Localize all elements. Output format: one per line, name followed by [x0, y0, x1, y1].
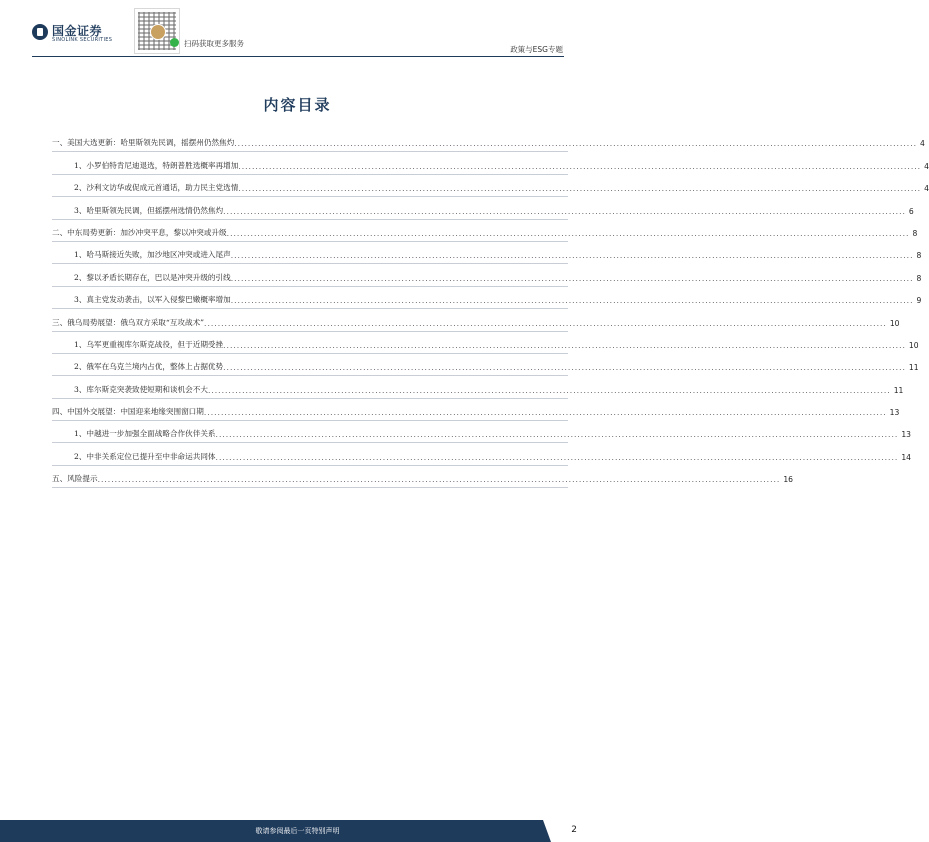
toc-leader-dots: ........................................................................................................................................................................................................	[204, 318, 887, 328]
toc-entry[interactable]	[52, 443, 911, 465]
toc-leader-dots: ........................................................................................................................................................................................................	[97, 475, 781, 485]
toc-entry-text: 一、美国大选更新：哈里斯领先民调，摇摆州仍然焦灼	[52, 138, 235, 148]
toc-entry-page: 8	[916, 273, 922, 283]
toc-entry-page: 10	[908, 340, 919, 350]
toc-entry-text: 2、中非关系定位已提升至中非命运共同体	[74, 451, 216, 461]
toc-entry[interactable]	[52, 287, 922, 309]
toc-entry-page: 4	[924, 161, 929, 171]
toc-entry-page: 11	[908, 363, 919, 373]
qr-code	[134, 8, 180, 54]
toc-entry-text: 1、乌军更重视库尔斯克战役，但于近期受挫	[74, 339, 224, 349]
page-header	[0, 0, 595, 62]
toc-entry-page: 9	[916, 296, 922, 306]
toc-entry-page: 16	[783, 475, 794, 485]
report-topic: 政策与ESG专题	[510, 45, 563, 54]
toc-entry[interactable]	[52, 354, 919, 376]
toc-entry-text: 2、黎以矛盾长期存在，巴以是冲突升级的引线	[74, 272, 231, 282]
sinolink-logo	[32, 22, 127, 46]
toc-entry-page: 11	[893, 385, 904, 395]
table-of-contents	[52, 130, 929, 488]
toc-leader-dots: ........................................................................................................................................................................................................	[238, 161, 922, 171]
toc-leader-dots: ........................................................................................................................................................................................................	[203, 408, 887, 418]
toc-entry[interactable]	[52, 309, 900, 331]
toc-entry[interactable]	[52, 242, 922, 264]
toc-leader-dots: ........................................................................................................................................................................................................	[215, 430, 899, 440]
toc-leader-dots: ........................................................................................................................................................................................................	[226, 228, 910, 238]
toc-entry[interactable]	[52, 197, 914, 219]
toc-entry[interactable]	[52, 332, 919, 354]
toc-leader-dots: ........................................................................................................................................................................................................	[230, 273, 914, 283]
footer-disclaimer: 敬请参阅最后一页特别声明	[255, 827, 340, 835]
toc-entry-page: 10	[889, 318, 900, 328]
toc-entry-text: 3、哈里斯领先民调，但摇摆州选情仍然焦灼	[74, 205, 224, 215]
toc-leader-dots: ........................................................................................................................................................................................................	[215, 452, 899, 462]
toc-entry-text: 1、中越进一步加强全面战略合作伙伴关系	[74, 429, 216, 439]
toc-entry-page: 8	[912, 228, 918, 238]
toc-entry[interactable]	[52, 220, 918, 242]
toc-leader-dots: ........................................................................................................................................................................................................	[223, 363, 906, 373]
toc-leader-dots: ........................................................................................................................................................................................................	[223, 206, 906, 216]
toc-entry-page: 6	[908, 206, 914, 216]
toc-entry[interactable]	[52, 152, 929, 174]
toc-entry-text: 三、俄乌局势展望：俄乌双方采取“互攻战术”	[52, 317, 205, 327]
toc-entry-page: 14	[901, 452, 911, 462]
toc-entry-text: 3、真主党发动袭击，以军入侵黎巴嫩概率增加	[74, 295, 231, 305]
toc-entry-page: 4	[920, 139, 925, 149]
logo-icon	[32, 24, 48, 40]
toc-entry-text: 3、库尔斯克突袭致使短期和谈机会不大	[74, 384, 208, 394]
toc-entry-text: 四、中国外交展望：中国迎来地缘突围窗口期	[52, 407, 204, 417]
qr-caption: 扫码获取更多服务	[184, 39, 244, 48]
toc-entry[interactable]	[52, 466, 794, 488]
toc-entry-page: 8	[916, 251, 922, 261]
toc-leader-dots: ........................................................................................................................................................................................................	[230, 251, 914, 261]
toc-entry-text: 二、中东局势更新：加沙冲突平息，黎以冲突或升级	[52, 227, 227, 237]
toc-entry-text: 五、风险提示	[52, 474, 98, 484]
header-divider	[32, 56, 564, 57]
page-footer	[0, 820, 595, 842]
toc-leader-dots: ........................................................................................................................................................................................................	[230, 296, 914, 306]
toc-entry-page: 13	[901, 430, 911, 440]
page-number: 2	[571, 825, 577, 835]
toc-entry[interactable]	[52, 399, 900, 421]
toc-title: 内容目录	[263, 96, 332, 114]
toc-entry[interactable]	[52, 421, 911, 443]
toc-entry[interactable]	[52, 175, 929, 197]
brand-name-en: SINOLINK SECURITIES	[52, 37, 113, 43]
toc-entry-page: 4	[924, 184, 929, 194]
toc-entry-text: 1、小罗伯特肯尼迪退选，特朗普胜选概率再增加	[74, 160, 239, 170]
toc-entry[interactable]	[52, 130, 925, 152]
toc-leader-dots: ........................................................................................................................................................................................................	[238, 184, 922, 194]
toc-entry[interactable]	[52, 376, 904, 398]
toc-entry-text: 2、沙利文访华或促成元首通话，助力民主党选情	[74, 183, 239, 193]
toc-leader-dots: ........................................................................................................................................................................................................	[223, 340, 906, 350]
page-number-box	[551, 820, 595, 842]
toc-entry-text: 1、哈马斯接近失败，加沙地区冲突或进入尾声	[74, 250, 231, 260]
toc-leader-dots: ........................................................................................................................................................................................................	[207, 385, 891, 395]
brand-name-cn: 国金证券	[52, 24, 103, 38]
wechat-icon	[170, 38, 179, 47]
toc-entry[interactable]	[52, 264, 922, 286]
toc-entry-page: 13	[889, 408, 900, 418]
toc-leader-dots: ........................................................................................................................................................................................................	[234, 139, 918, 149]
qr-logo-icon	[150, 24, 166, 40]
toc-entry-text: 2、俄军在乌克兰境内占优，整体上占据优势	[74, 362, 224, 372]
